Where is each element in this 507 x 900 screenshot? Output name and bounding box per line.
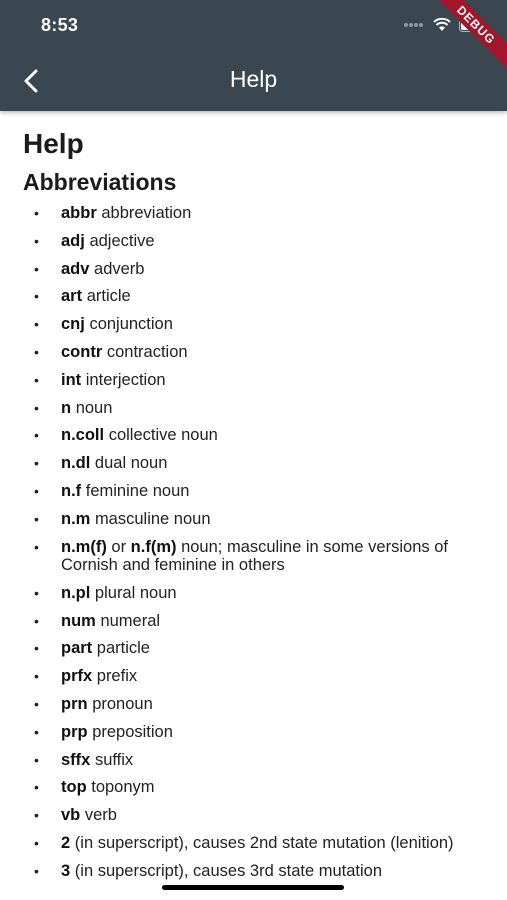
abbreviation-key: adj	[61, 231, 85, 250]
bullet-icon: •	[34, 455, 39, 472]
bullet-icon: •	[34, 316, 39, 333]
abbreviation-description: feminine noun	[85, 481, 190, 500]
bullet-icon: •	[34, 427, 39, 444]
bullet-icon: •	[34, 482, 39, 499]
abbreviation-item	[0, 751, 507, 770]
abbreviation-item	[0, 695, 507, 714]
abbreviation-item	[0, 806, 507, 825]
bullet-icon: •	[34, 510, 39, 527]
bullet-icon: •	[34, 696, 39, 713]
abbreviation-key: part	[61, 639, 93, 658]
abbreviation-key: n	[61, 398, 72, 417]
wifi-icon	[433, 18, 451, 32]
cellular-signal-icon	[403, 22, 425, 28]
bullet-icon: •	[34, 751, 39, 768]
abbreviation-description: noun; masculine in some versions of Cornish and feminine in others	[61, 537, 448, 575]
status-time: 8:53	[41, 15, 79, 35]
abbreviation-item	[0, 315, 507, 334]
bullet-icon: •	[34, 399, 39, 416]
abbreviation-key: n.pl	[61, 583, 91, 602]
page-title: Help	[23, 128, 84, 159]
abbreviation-key: n.coll	[61, 426, 105, 445]
abbreviation-key: sffx	[61, 750, 91, 769]
abbreviation-item	[0, 399, 507, 418]
bullet-icon: •	[34, 232, 39, 249]
bullet-icon: •	[34, 862, 39, 879]
abbreviation-key: n.dl	[61, 454, 91, 473]
abbreviation-description: pronoun	[92, 695, 153, 714]
app-bar	[0, 0, 507, 111]
abbreviation-item	[0, 612, 507, 631]
abbreviation-key: top	[61, 778, 87, 797]
abbreviation-item	[0, 723, 507, 742]
abbreviation-key: n.m(f)	[61, 537, 107, 556]
bullet-icon: •	[34, 640, 39, 657]
abbreviation-description: collective noun	[108, 426, 218, 445]
abbreviation-key: num	[61, 611, 96, 630]
abbreviation-item	[0, 510, 507, 529]
abbreviation-item	[0, 454, 507, 473]
abbreviation-description: adjective	[89, 231, 155, 250]
abbreviation-key: prfx	[61, 667, 93, 686]
abbreviation-key: adv	[61, 259, 90, 278]
abbreviation-description: noun	[75, 398, 113, 417]
app-bar-title: Help	[229, 66, 278, 92]
bullet-icon: •	[34, 538, 39, 555]
abbreviation-description: plural noun	[94, 583, 177, 602]
abbreviation-description: numeral	[100, 611, 161, 630]
abbreviation-key: art	[61, 287, 83, 306]
bullet-icon: •	[34, 343, 39, 360]
abbreviation-description: toponym	[91, 778, 155, 797]
debug-banner: DEBUG	[424, 0, 507, 77]
abbreviation-item	[0, 778, 507, 797]
abbreviation-item	[0, 371, 507, 390]
abbreviation-description: suffix	[94, 750, 134, 769]
abbreviation-key: cnj	[61, 315, 85, 334]
abbreviation-description: abbreviation	[101, 204, 192, 222]
bullet-icon: •	[34, 723, 39, 740]
abbreviation-item	[0, 204, 507, 223]
abbreviation-item	[0, 862, 507, 881]
abbreviation-key-alt: n.f(m)	[130, 537, 177, 556]
abbreviation-item	[0, 260, 507, 279]
abbreviation-key: contr	[61, 342, 103, 361]
bullet-icon: •	[34, 288, 39, 305]
abbreviation-item	[0, 584, 507, 603]
abbreviation-key: int	[61, 370, 82, 389]
bullet-icon: •	[34, 371, 39, 388]
abbreviation-description: particle	[96, 639, 150, 658]
abbreviation-key: 2	[61, 834, 71, 853]
abbreviation-description: conjunction	[89, 315, 173, 334]
bullet-icon: •	[34, 584, 39, 601]
abbreviation-item	[0, 287, 507, 306]
abbreviation-key: n.m	[61, 509, 91, 528]
abbreviation-item	[0, 667, 507, 686]
abbreviation-description: (in superscript), causes 2nd state mutation (lenition)	[74, 834, 454, 853]
abbreviation-description: article	[86, 287, 131, 306]
abbreviation-description: verb	[84, 806, 117, 825]
abbreviation-key: abbr	[61, 204, 97, 222]
abbreviation-item	[0, 538, 507, 575]
abbreviation-item	[0, 639, 507, 658]
abbreviation-description: dual noun	[94, 454, 168, 473]
abbreviation-description: interjection	[85, 370, 166, 389]
abbreviation-item	[0, 426, 507, 445]
abbreviation-description: prefix	[96, 667, 138, 686]
abbreviation-key: n.f	[61, 481, 82, 500]
abbreviation-description: (in superscript), causes 3rd state mutation	[74, 861, 382, 880]
bullet-icon: •	[34, 260, 39, 277]
abbreviation-key: vb	[61, 806, 81, 825]
bullet-icon: •	[34, 668, 39, 685]
abbreviation-description: masculine noun	[94, 509, 211, 528]
help-content[interactable]	[0, 111, 507, 900]
bullet-icon: •	[34, 205, 39, 221]
abbreviation-key: prn	[61, 695, 88, 714]
abbreviation-key: prp	[61, 722, 88, 741]
section-title-abbreviations: Abbreviations	[23, 169, 177, 195]
abbreviation-item	[0, 232, 507, 251]
abbreviation-separator: or	[106, 537, 131, 556]
home-indicator[interactable]	[162, 885, 344, 890]
abbreviation-description: adverb	[94, 259, 145, 278]
bullet-icon: •	[34, 779, 39, 796]
abbreviation-item	[0, 834, 507, 853]
abbreviation-list	[0, 204, 507, 890]
bullet-icon: •	[34, 807, 39, 824]
abbreviation-item	[0, 482, 507, 501]
abbreviation-description: preposition	[92, 722, 173, 741]
abbreviation-key: 3	[61, 861, 71, 880]
abbreviation-item	[0, 343, 507, 362]
abbreviation-description: contraction	[106, 342, 188, 361]
bullet-icon: •	[34, 612, 39, 629]
bullet-icon: •	[34, 835, 39, 852]
